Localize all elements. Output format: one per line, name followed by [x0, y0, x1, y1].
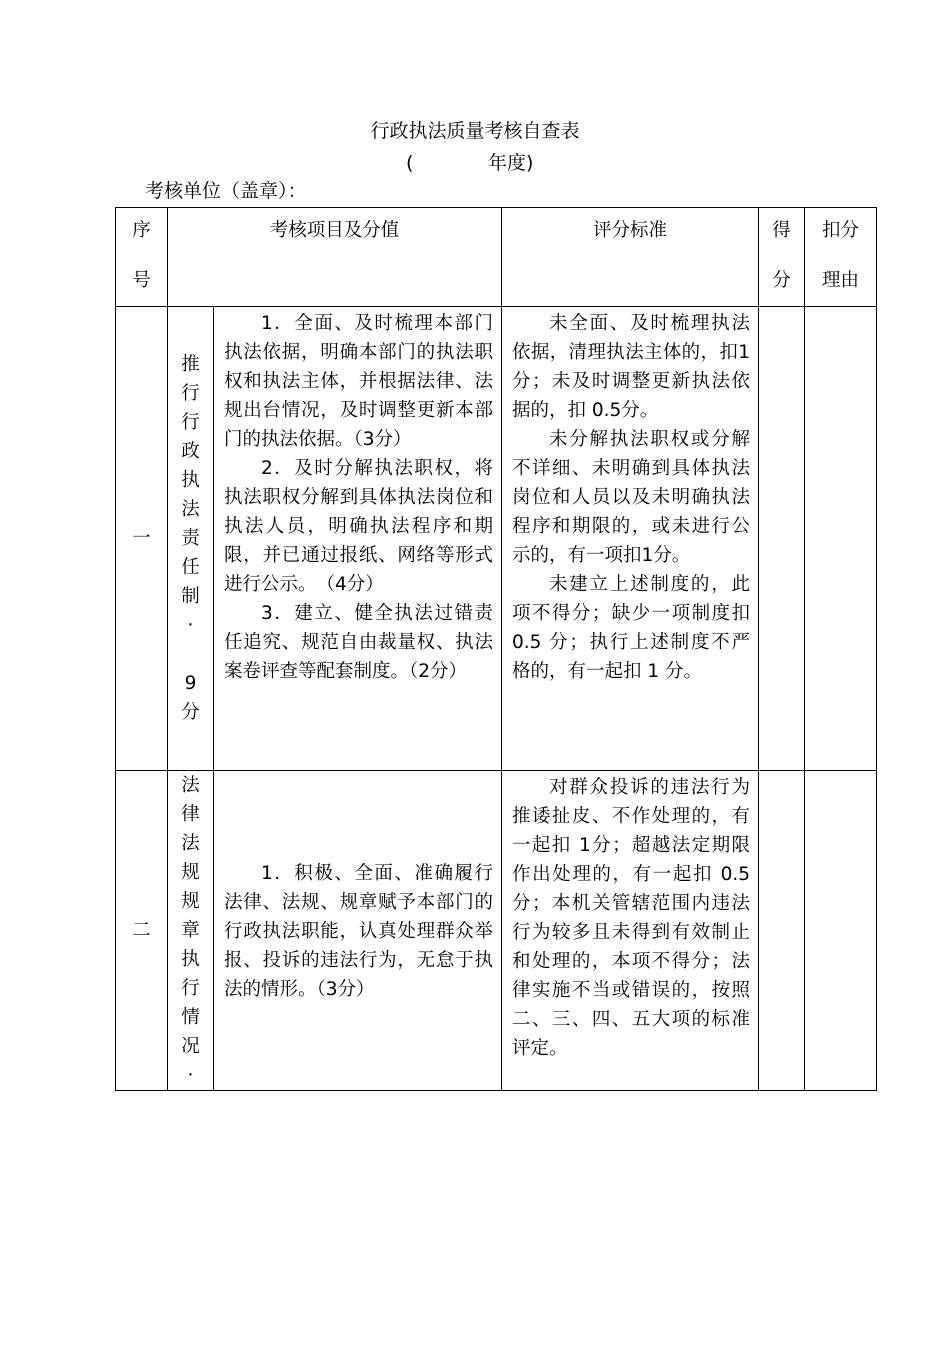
score-cell — [759, 307, 805, 771]
item-text: 1．全面、及时梳理本部门执法依据，明确本部门的执法职权和执法主体，并根据法律、法规出台情况，及时调整更新本部门的执法依据。（3分） — [224, 313, 493, 450]
table-row — [116, 771, 877, 1091]
header-seq: 序 号 — [116, 208, 168, 307]
year-open: ( — [406, 152, 414, 174]
reason-cell — [805, 307, 877, 771]
standard-text: 对群众投诉的违法行为推诿扯皮、不作处理的，有一起扣 1分；超越法定期限作出处理的，有一起扣 0.5 分；本机关管辖范围内违法行为较多且未得到有效制止和处理的，本项不得分；法律实施不当或错误的，按照二、三、四、五大项的标准评定。 — [512, 777, 750, 1059]
assessment-table — [115, 207, 877, 1091]
row-seq: 二 — [116, 771, 168, 1091]
document-title: 行政执法质量考核自查表 — [370, 120, 580, 142]
header-reason: 扣分 理由 — [805, 208, 877, 307]
row-standards — [502, 771, 759, 1091]
standard-text: 未建立上述制度的，此项不得分；缺少一项制度扣 0.5 分；执行上述制度不严格的，有一起扣 1 分。 — [512, 574, 750, 682]
row-category: 法 律 法 规 规 章 执 行 情 况 · — [168, 771, 214, 1091]
item-text: 3．建立、健全执法过错责任追究、规范自由裁量权、执法案卷评查等配套制度。（2分） — [224, 603, 493, 682]
row-category: 推 行 行 政 执 法 责 任 制 · 9 分 — [168, 307, 214, 771]
row-seq: 一 — [116, 307, 168, 771]
year-label: 年度) — [488, 152, 534, 174]
reason-cell — [805, 771, 877, 1091]
header-item: 考核项目及分值 — [168, 208, 502, 307]
score-cell — [759, 771, 805, 1091]
item-text: 1．积极、全面、准确履行法律、法规、规章赋予本部门的行政执法职能，认真处理群众举报、投诉的违法行为，无怠于执法的情形。（3分） — [224, 863, 493, 1000]
standard-text: 未全面、及时梳理执法依据，清理执法主体的，扣1分；未及时调整更新执法依据的，扣 0.5分。 — [512, 313, 750, 421]
row-items — [214, 771, 502, 1091]
standard-text: 未分解执法职权或分解不详细、未明确到具体执法岗位和人员以及未明确执法程序和期限的，或未进行公示的，有一项扣1分。 — [512, 429, 750, 566]
unit-label: 考核单位（盖章）： — [145, 180, 307, 202]
header-row — [116, 208, 877, 307]
header-score: 得 分 — [759, 208, 805, 307]
item-text: 2．及时分解执法职权，将执法职权分解到具体执法岗位和执法人员，明确执法程序和期限，并已通过报纸、网络等形式进行公示。 （4分） — [224, 458, 493, 595]
row-standards — [502, 307, 759, 771]
table-row — [116, 307, 877, 771]
header-standard: 评分标准 — [502, 208, 759, 307]
row-items — [214, 307, 502, 771]
